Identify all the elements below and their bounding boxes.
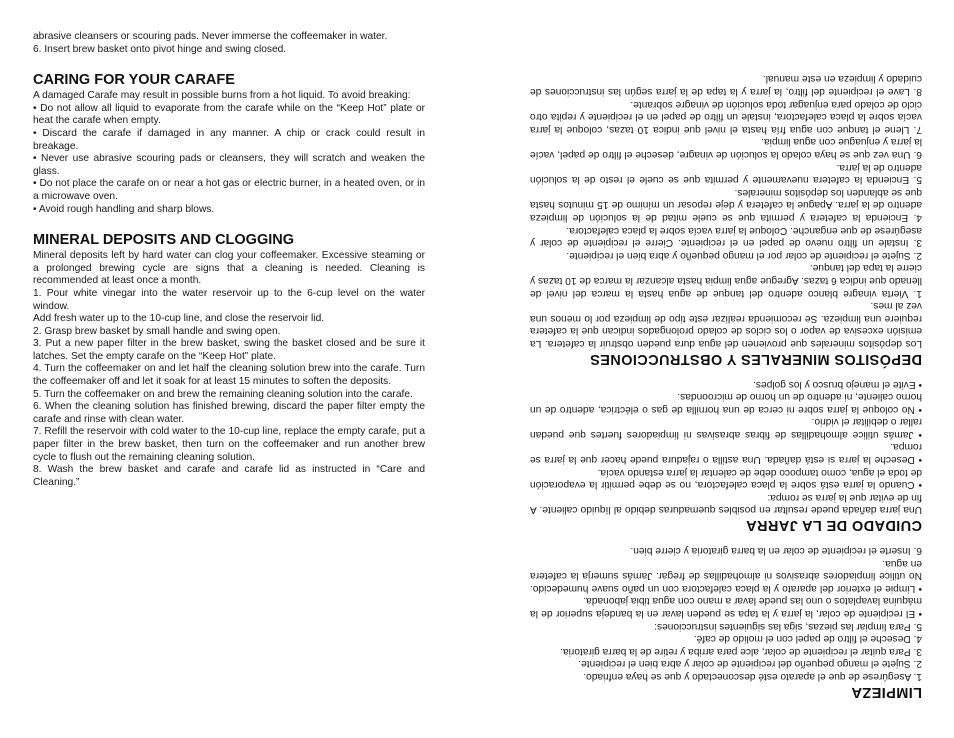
carafe-paragraph: • Avoid rough handling and sharp blows.	[33, 203, 215, 215]
mineral-paragraph: 3. Put a new paper filter in the brew basket, swing the basket closed and be sure it latches. Set the empty carafe on the “Keep Hot” plate.	[33, 338, 425, 362]
limpieza-paragraph: 1. Asegúrese de que el aparato esté desconectado y que se haya enfriado.	[583, 671, 922, 682]
carafe-paragraph: • Never use abrasive scouring pads or cleansers, they will scratch and weaken the glass.	[33, 153, 425, 177]
mineral-paragraph: 5. Turn the coffeemaker on and brew the remaining cleaning solution into the carafe.	[33, 388, 413, 400]
mineral-paragraph: 2. Grasp brew basket by small handle and swing open.	[33, 325, 281, 337]
depositos-paragraph: 2. Sujete el recipiente de colar por el mango pequeño y abra bien el recipiente.	[566, 249, 922, 261]
limpieza-paragraph: 6. Inserte el recipiente de colar en la barra giratoria y cierre bien.	[630, 545, 922, 557]
limpieza-paragraph: 4. Deseche el filtro de papel con el molido de café.	[693, 633, 922, 645]
jarra-paragraph: • No coloque la jarra sobre ni cerca de una hornilla de gas o eléctrica, adentro de un horno caliente, ni adentro de un horno de microondas.	[530, 391, 922, 415]
jarra-paragraph: • Jamás utilice almohadillas de fibras abrasivas ni limpiadores fuertes que puedan rallar o debilitar el vidrio.	[530, 416, 922, 440]
carafe-paragraph: • Do not allow all liquid to evaporate from the carafe while on the “Keep Hot” plate or heat the carafe when empty.	[33, 102, 425, 127]
mineral-paragraph: Add fresh water up to the 10-cup line, and close the reservoir lid.	[33, 313, 325, 325]
mineral-paragraph: 8. Wash the brew basket and carafe and carafe lid as instructed in “Care and Cleaning.”	[33, 464, 425, 488]
mineral-paragraph: Mineral deposits left by hard water can clog your coffeemaker. Excessive steaming or a prolonged brewing cycle are signs that a cleaning is needed. Cleaning is recommended at least once a month.	[33, 250, 425, 287]
intro-line: abrasive cleansers or scouring pads. Never immerse the coffeemaker in water.	[33, 31, 388, 42]
limpieza-paragraph: 5. Para limpiar las piezas, siga las siguientes instrucciones:	[654, 620, 922, 632]
mineral-paragraph: 4. Turn the coffeemaker on and let half the cleaning solution brew into the carafe. Turn the coffeemaker off and let it soak for at least 15 minutes to soften the deposits.	[33, 363, 425, 388]
depositos-paragraph: 7. Llene el tanque con agua fría hasta el nivel que indica 10 tazas, coloque la jarra vacía sobre la placa calefactora, instale un filtro de papel en el recipiente y repita otro ciclo de colado para enjuagar toda solución de vinagre sobrante.	[530, 98, 922, 135]
depositos-paragraph: 8. Lave el recipiente del filtro, la jarra y la tapa de la jarra según las instrucciones de cuidado y limpieza en este manual.	[530, 73, 922, 98]
mineral-paragraph: 7. Refill the reservoir with cold water to the 10-cup line, replace the empty carafe, put a paper filter in the brew basket, then turn on the coffeemaker and run another brew cycle to flush out the remaining cleaning solution.	[33, 426, 425, 463]
carafe-paragraph: A damaged Carafe may result in possible burns from a hot liquid. To avoid breaking:	[33, 90, 411, 102]
mineral-paragraph: 6. When the cleaning solution has finished brewing, discard the paper filter empty the carafe and rinse with clean water.	[33, 401, 425, 425]
depositos-heading: DEPÓSITOS MINERALES Y OBSTRUCCIONES	[589, 350, 922, 367]
english-column	[33, 31, 425, 489]
intro-line: 6. Insert brew basket onto pivot hinge and swing closed.	[33, 43, 287, 55]
depositos-paragraph: 4. Encienda la cafetera y permita que se cuele mitad de la solución de limpieza adentro de la jarra. Apague la cafetera y deje reposar un mínimo de 15 minutos hasta que se ablanden los depósitos minerales.	[530, 186, 922, 223]
depositos-paragraph: 5. Encienda la cafetera nuevamente y permita que se cuele el resto de la solución adentro de la jarra.	[530, 161, 922, 186]
mineral-heading: MINERAL DEPOSITS AND CLOGGING	[33, 232, 295, 249]
jarra-paragraph: • Deseche la jarra si está dañada. Una astilla o rajadura puede hacer que la jarra se rompa.	[530, 441, 922, 466]
jarra-paragraph: Una jarra dañada puede resultar en posibles quemaduras debido al líquido caliente. A fin de evitar que la jarra se rompa:	[530, 491, 922, 516]
limpieza-paragraph: 3. Para quitar el recipiente de colar, alce para arriba y retire de la barra giratoria.	[560, 645, 922, 657]
spanish-column-upside-down	[530, 30, 922, 700]
carafe-paragraph: • Discard the carafe if damaged in any manner. A chip or crack could result in breakage.	[33, 127, 425, 152]
jarra-paragraph: • Evite el manejo brusco y los golpes.	[753, 378, 922, 390]
jarra-paragraph: • Cuando la jarra está sobre la placa calefactora, no se debe permitir la evaporación de toda el agua, como tampoco debe de calentar la jarra estando vacía.	[530, 466, 922, 491]
limpieza-heading: LIMPIEZA	[851, 684, 922, 700]
carafe-paragraph: • Do not place the carafe on or near a hot gas or electric burner, in a heated oven, or in a microwave oven.	[33, 178, 425, 202]
depositos-paragraph: 6. Una vez que se haya colado la solución de vinagre, deseche el filtro de papel, vacíe la jarra y enjuague con agua limpia.	[530, 136, 922, 161]
depositos-paragraph: 1. Vierta vinagre blanco adentro del tanque de agua hasta la marca del nivel de llenado que indica 6 tazas. Agregue agua limpia hasta alcanzar la marca de 10 tazas y cierre la tapa del tanque.	[530, 262, 922, 299]
depositos-paragraph: 3. Instale un filtro nuevo de papel en el recipiente. Cierre el recipiente de colar y asegúrese de que enganche. Coloque la jarra vacía sobre la placa calefactora.	[530, 224, 922, 249]
mineral-paragraph: 1. Pour white vinegar into the water reservoir up to the 6-cup level on the water window.	[33, 287, 425, 312]
carafe-heading: CARING FOR YOUR CARAFE	[33, 72, 235, 89]
jarra-heading: CUIDADO DE LA JARRA	[745, 517, 922, 534]
limpieza-paragraph: • Limpie el exterior del aparato y la placa calefactora con un paño suave humedecido. No utilice limpiadores abrasivos ni almohadillas de fregar. Jamás sumerja la cafetera en agua.	[530, 557, 922, 594]
depositos-paragraph: Los depósitos minerales que provienen del agua dura pueden obstruir la cafetera. La emisión excesiva de vapor o los ciclos de colado prolongados indican que la cafetera requiere una limpieza. Se recomienda realizar este tipo de limpieza por lo menos una vez al mes.	[530, 300, 922, 349]
limpieza-paragraph: • El recipiente de colar, la jarra y la tapa se pueden lavar en la bandeja superior de la máquina lavaplatos o uno las puede lavar a mano con agua tibia jabonada.	[530, 595, 922, 620]
limpieza-paragraph: 2. Sujete el mango pequeño del recipiente de colar y abra bien el recipiente.	[578, 658, 922, 670]
